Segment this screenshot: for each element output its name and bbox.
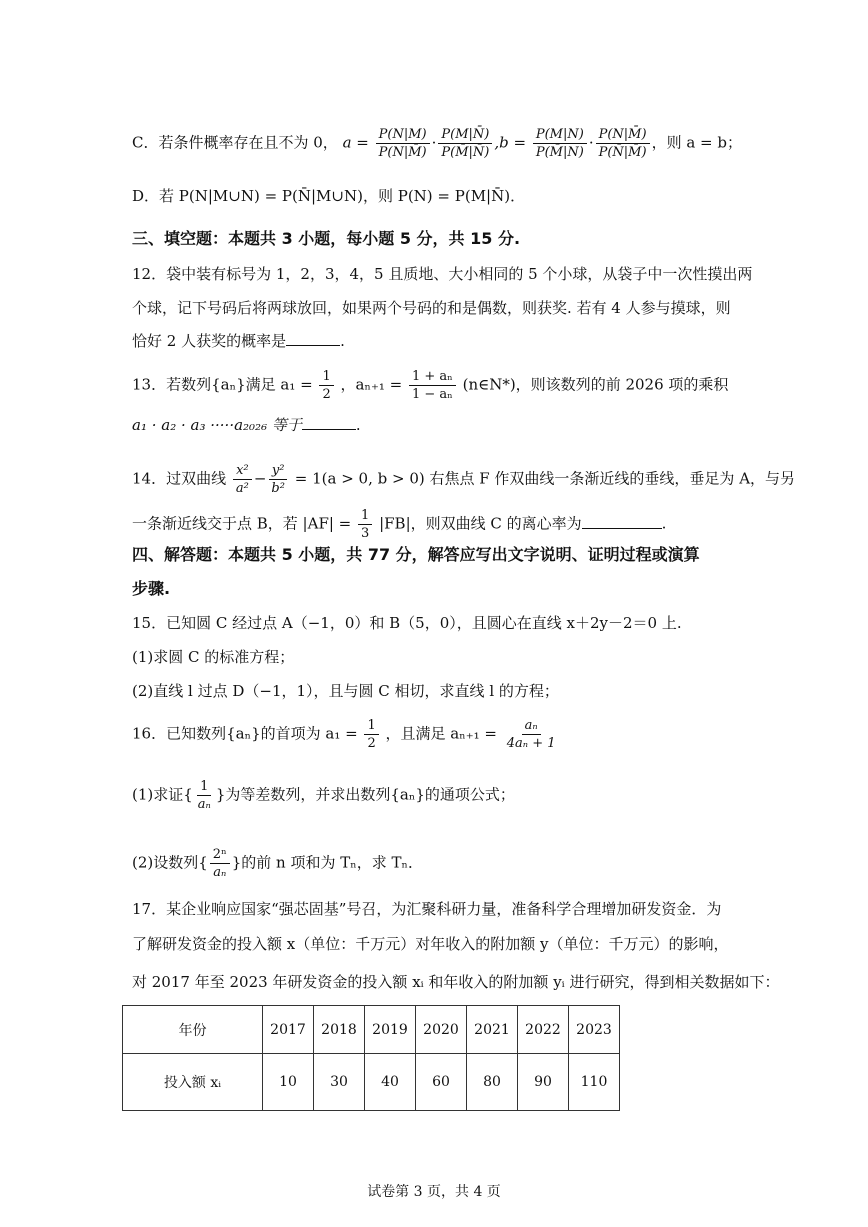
q13-line-1 xyxy=(132,368,728,403)
table-cell-year: 2023 xyxy=(569,1006,620,1054)
q14-minus: − xyxy=(253,469,267,488)
table-cell-value: 10 xyxy=(263,1054,314,1111)
table-cell-year: 2022 xyxy=(518,1006,569,1054)
frac-denominator: 2 xyxy=(367,736,376,751)
q14-rest: = 1(a > 0, b > 0) 右焦点 F 作双曲线一条渐近线的垂线，垂足为 A，与另 xyxy=(294,469,796,488)
frac-denominator: a² xyxy=(235,481,249,496)
table-cell-value: 40 xyxy=(365,1054,416,1111)
q16-p1a: (1)求证 xyxy=(132,785,184,804)
q13-cond: (n∈N*)，则该数列的前 2026 项的乘积 xyxy=(462,375,729,394)
frac-numerator: aₙ xyxy=(522,717,541,735)
q17-line-1: 17．某企业响应国家“强芯固基”号召，为汇聚科研力量，准备科学合理增加研发资金．为 xyxy=(132,900,722,918)
table-cell-value: 80 xyxy=(467,1054,518,1111)
q14-y-frac xyxy=(268,462,288,497)
table-cell-year: 2017 xyxy=(263,1006,314,1054)
q13-rec-frac xyxy=(409,368,456,403)
table-cell-year: 2020 xyxy=(416,1006,467,1054)
frac-numerator: y² xyxy=(269,462,288,480)
frac-denominator: 1 − aₙ xyxy=(412,387,453,402)
table-row-label: 投入额 xᵢ xyxy=(123,1054,263,1111)
frac-denominator: P(M̄|N) xyxy=(535,145,584,160)
section-3-heading: 三、填空题：本题共 3 小题，每小题 5 分，共 15 分. xyxy=(132,229,521,248)
frac-numerator: 1 xyxy=(319,368,333,386)
table-cell-value: 60 xyxy=(416,1054,467,1111)
q15-stem: 15．已知圆 C 经过点 A（−1，0）和 B（5，0），且圆心在直线 x＋2y－2＝0 上. xyxy=(132,614,682,632)
frac-denominator: P(M̄|N̄) xyxy=(441,145,490,160)
table-cell-value: 90 xyxy=(518,1054,569,1111)
option-c-frac-3 xyxy=(533,126,587,161)
frac-numerator: 2ⁿ xyxy=(210,846,230,864)
q16-p1-frac xyxy=(195,778,214,813)
q14-af-frac xyxy=(358,507,372,542)
option-c-frac-4 xyxy=(596,126,650,161)
frac-numerator: P(N|M̄) xyxy=(596,126,650,144)
q13-a1-frac xyxy=(319,368,333,403)
frac-denominator: b² xyxy=(271,481,285,496)
table-cell-year: 2018 xyxy=(314,1006,365,1054)
q16-part-1: (1)求证{ $\frac{1}{\text{aₙ}}$ }为等差数列，并求出数列{aₙ}的通项公式； xyxy=(132,779,515,812)
section-4-heading-2: 步骤. xyxy=(132,579,171,598)
table-header-label: 年份 xyxy=(123,1006,263,1054)
q14-line-2a: 一条渐近线交于点 B，若 |AF| = xyxy=(132,514,352,533)
frac-denominator: aₙ xyxy=(197,797,211,812)
table-row-investment xyxy=(123,1054,620,1111)
q15-part-2: (2)直线 l 过点 D（−1，1），且与圆 C 相切，求直线 l 的方程； xyxy=(132,682,559,700)
q12-line-3-text: 恰好 2 人获奖的概率是 xyxy=(132,332,287,350)
q16-p2b: 的前 n 项和为 Tₙ，求 Tₙ． xyxy=(241,853,423,872)
q17-line-3: 对 2017 年至 2023 年研发资金的投入额 xᵢ 和年收入的附加额 yᵢ 进行研究，得到相关数据如下： xyxy=(132,973,780,991)
q14-line-2b: |FB|，则双曲线 C 的离心率为 xyxy=(379,514,582,533)
frac-denominator: P(N̄|M̄) xyxy=(598,145,647,160)
frac-denominator: 3 xyxy=(361,526,370,541)
option-c: C．若条件概率存在且不为 0， a = $\frac{P(N|M)}{P(N|M̄)}$ · $\frac{P(M|N̄)}{P(M̄|N̄)}$ ,b = $\frac{P(M|N)}{P(M̄|N)}$ · $\frac{P(N|M̄)}{P(N̄|M̄)}$ ，则 a = b； xyxy=(132,127,742,160)
frac-denominator: aₙ xyxy=(213,865,227,880)
frac-numerator: 1 xyxy=(197,778,211,796)
option-c-label: C．若条件概率存在且不为 0， xyxy=(132,133,338,152)
option-d: D．若 P(N|M∪N) = P(N̄|M∪N)，则 P(N) = P(M|N̄)． xyxy=(132,187,526,205)
table-cell-value: 110 xyxy=(569,1054,620,1111)
frac-numerator: 1 xyxy=(364,717,378,735)
q16-p2-frac xyxy=(210,846,230,881)
q16-p1b: 为等差数列，并求出数列{aₙ}的通项公式； xyxy=(225,785,515,804)
q16-rec-frac xyxy=(504,717,559,752)
table-row-header xyxy=(123,1006,620,1054)
q14-line-1 xyxy=(132,462,795,497)
q16-mid: ，且满足 aₙ₊₁ = xyxy=(385,724,497,743)
table-cell-year: 2019 xyxy=(365,1006,416,1054)
answer-blank xyxy=(302,415,356,430)
q16-part-2: (2)设数列{ $\frac{\text{2ⁿ}}{\text{aₙ}}$ }的前 n 项和为 Tₙ，求 Tₙ． xyxy=(132,847,423,880)
q14-intro: 14．过双曲线 xyxy=(132,469,227,488)
q12-end: . xyxy=(340,332,345,350)
page-footer: 试卷第 3 页，共 4 页 xyxy=(367,1184,501,1200)
q13-end: . xyxy=(355,416,361,434)
q12-line-2: 个球，记下号码后将两球放回，如果两个号码的和是偶数，则获奖. 若有 4 人参与摸球，则 xyxy=(132,299,731,317)
option-c-tail: ，则 a = b； xyxy=(651,133,742,152)
table-cell-year: 2021 xyxy=(467,1006,518,1054)
q16-p2a: (2)设数列 xyxy=(132,853,199,872)
frac-denominator: 2 xyxy=(322,387,331,402)
frac-denominator: 4aₙ + 1 xyxy=(506,736,556,751)
q12-line-3 xyxy=(132,331,345,351)
q16-intro: 16．已知数列{aₙ}的首项为 a₁ = xyxy=(132,724,358,743)
frac-numerator: P(M|N) xyxy=(533,126,587,144)
q13-rec-lhs: ，aₙ₊₁ = xyxy=(340,375,403,394)
q16-stem xyxy=(132,717,560,752)
q12-line-1: 12．袋中装有标号为 1，2，3，4，5 且质地、大小相同的 5 个小球，从袋子中一次性摸出两 xyxy=(132,265,753,283)
frac-numerator: P(N|M) xyxy=(376,126,430,144)
q13-product: a₁ · a₂ · a₃ ·····a₂₀₂₆ 等于 xyxy=(132,416,302,434)
answer-blank xyxy=(582,514,662,529)
frac-numerator: P(M|N̄) xyxy=(438,126,492,144)
q14-x-frac xyxy=(233,462,252,497)
q17-data-table xyxy=(122,1005,620,1111)
option-c-frac-2 xyxy=(438,126,492,161)
section-4-heading-1: 四、解答题：本题共 5 小题，共 77 分，解答应写出文字说明、证明过程或演算 xyxy=(132,545,700,564)
answer-blank xyxy=(286,331,340,346)
option-c-frac-1 xyxy=(376,126,430,161)
frac-numerator: x² xyxy=(233,462,252,480)
q16-a1-frac xyxy=(364,717,378,752)
q17-line-2: 了解研发资金的投入额 x（单位：千万元）对年收入的附加额 y（单位：千万元）的影响， xyxy=(132,935,729,953)
q14-line-2 xyxy=(132,507,666,542)
q14-end: . xyxy=(661,514,667,533)
q13-intro: 13．若数列{aₙ}满足 a₁ = xyxy=(132,375,313,394)
option-c-a-eq: a = xyxy=(342,133,369,152)
frac-numerator: 1 + aₙ xyxy=(409,368,456,386)
q13-line-2 xyxy=(132,415,361,435)
q15-part-1: (1)求圆 C 的标准方程； xyxy=(132,648,295,666)
option-c-b-eq: ,b = xyxy=(494,133,527,152)
frac-numerator: 1 xyxy=(358,507,372,525)
frac-denominator: P(N|M̄) xyxy=(378,145,427,160)
table-cell-value: 30 xyxy=(314,1054,365,1111)
